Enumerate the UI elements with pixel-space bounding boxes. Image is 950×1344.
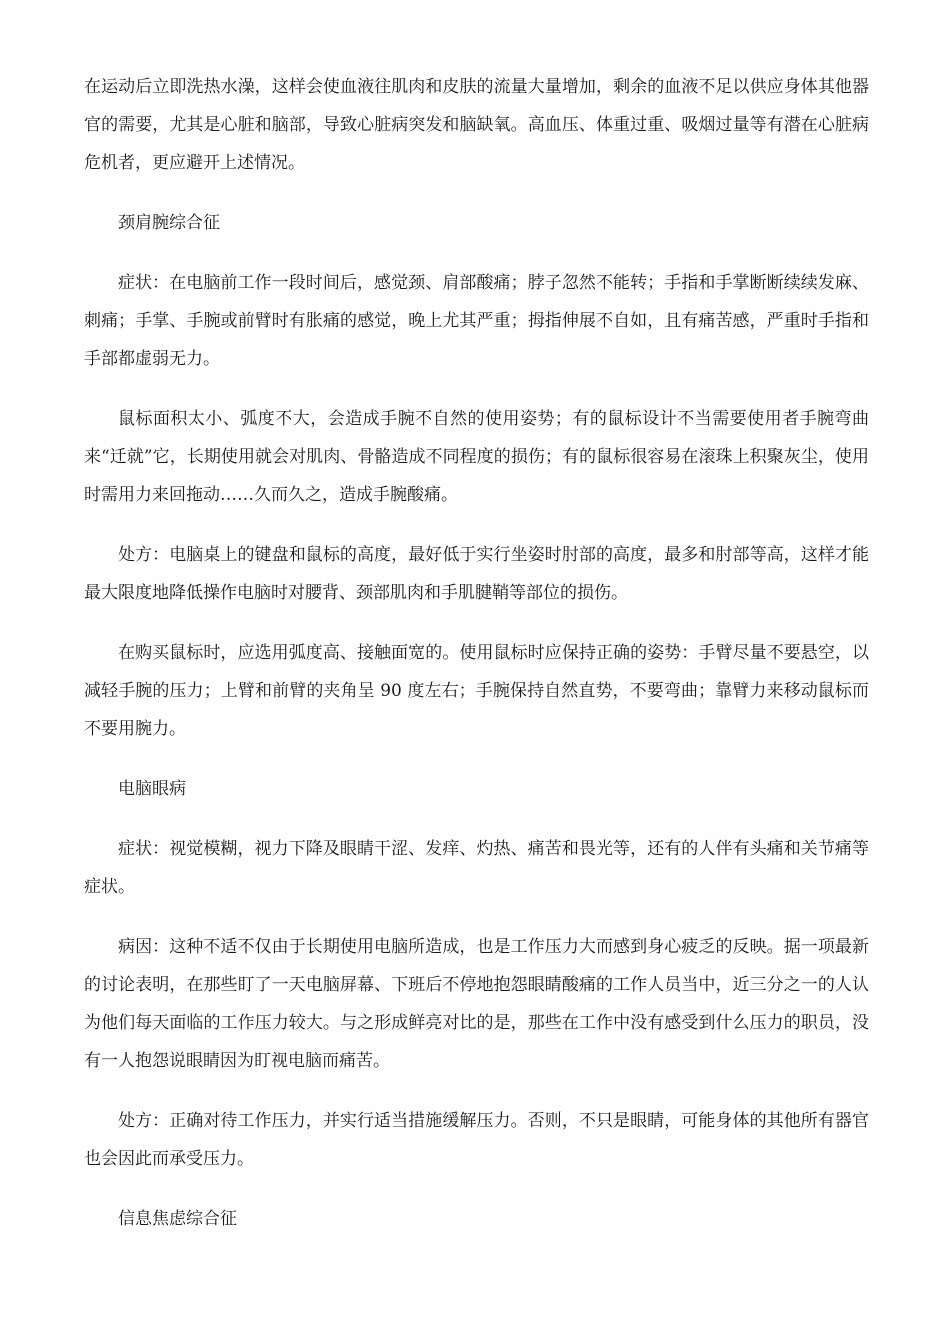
paragraph-eye-cause: 病因：这种不适不仅由于长期使用电脑所造成，也是工作压力大而感到身心疲乏的反映。据一项最新的讨论表明，在那些盯了一天电脑屏幕、下班后不停地抱怨眼睛酸痛的工作人员当中，近三分之一的人认为他们每天面临的工作压力较大。与之形成鲜亮对比的是，那些在工作中没有感受到什么压力的职员，没有一人抱怨说眼睛因为盯视电脑而痛苦。: [84, 937, 869, 1071]
section-heading-information-anxiety: 信息焦虑综合征: [118, 1209, 237, 1229]
paragraph-hot-bath-warning: 在运动后立即洗热水澡，这样会使血液往肌肉和皮肤的流量大量增加，剩余的血液不足以供应身体其他器官的需要，尤其是心脏和脑部，导致心脏病突发和脑缺氧。高血压、体重过重、吸烟过量等有潜在心脏病危机者，更应避开上述情况。: [84, 77, 869, 173]
paragraph-mouse-purchase-posture: 在购买鼠标时，应选用弧度高、接触面宽的。使用鼠标时应保持正确的姿势：手臂尽量不要悬空，以减轻手腕的压力；上臂和前臂的夹角呈 90 度左右；手腕保持自然直势，不要弯曲；靠臂力来移动鼠标而不要用腕力。: [84, 643, 869, 739]
section-heading-neck-shoulder-wrist: 颈肩腕综合征: [118, 213, 220, 233]
paragraph-symptoms-neck-shoulder: 症状：在电脑前工作一段时间后，感觉颈、肩部酸痛；脖子忽然不能转；手指和手掌断断续续发麻、刺痛；手掌、手腕或前臂时有胀痛的感觉，晚上尤其严重；拇指伸展不自如，且有痛苦感，严重时手指和手部都虚弱无力。: [84, 273, 869, 369]
paragraph-eye-symptoms: 症状：视觉模糊，视力下降及眼睛干涩、发痒、灼热、痛苦和畏光等，还有的人伴有头痛和关节痛等症状。: [84, 839, 869, 897]
paragraph-mouse-design: 鼠标面积太小、弧度不大，会造成手腕不自然的使用姿势；有的鼠标设计不当需要使用者手腕弯曲来“迁就”它，长期使用就会对肌肉、骨骼造成不同程度的损伤；有的鼠标很容易在滚珠上积聚灰尘，使用时需用力来回拖动……久而久之，造成手腕酸痛。: [84, 409, 869, 505]
document-body: [84, 68, 869, 1260]
section-heading-computer-eye-disease: 电脑眼病: [118, 779, 186, 799]
paragraph-prescription-desk-height: 处方：电脑桌上的键盘和鼠标的高度，最好低于实行坐姿时肘部的高度，最多和肘部等高，这样才能最大限度地降低操作电脑时对腰背、颈部肌肉和手肌腱鞘等部位的损伤。: [84, 545, 869, 603]
paragraph-eye-prescription: 处方：正确对待工作压力，并实行适当措施缓解压力。否则，不只是眼睛，可能身体的其他所有器官也会因此而承受压力。: [84, 1111, 869, 1169]
